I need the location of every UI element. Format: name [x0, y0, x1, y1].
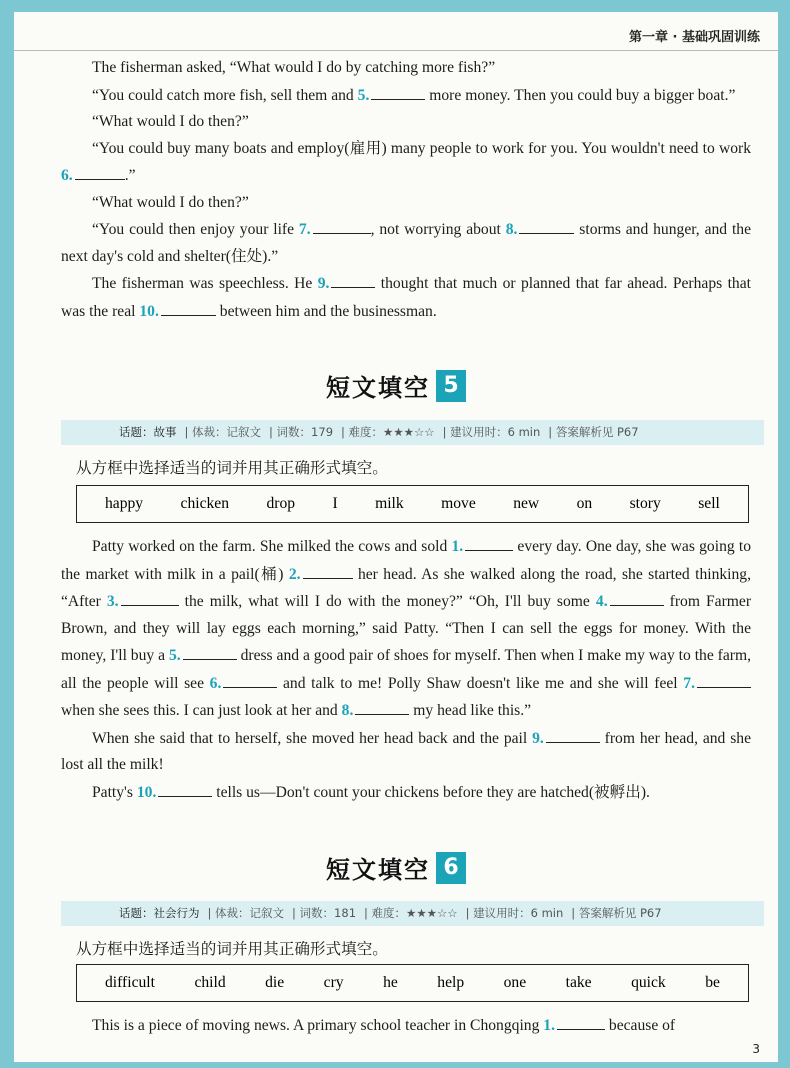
blank-2[interactable] [303, 561, 353, 579]
word-option: I [332, 495, 338, 512]
paragraph: The fisherman was speechless. He 9. thought that much or planned that far ahead. Perhaps that was the real 10. between him and the businessman. [61, 270, 751, 325]
paragraph: Patty's 10. tells us—Don't count your chickens before they are hatched(被孵出). [61, 779, 751, 807]
word-option: milk [375, 495, 404, 512]
paragraph: When she said that to herself, she moved her head back and the pail 9. from her head, and she lost all the milk! [61, 725, 751, 779]
word-option: drop [266, 495, 296, 512]
section-6-title: 短文填空 6 [14, 850, 778, 885]
passage-6 [61, 1012, 751, 1040]
word-option: quick [631, 974, 666, 991]
blank-8[interactable] [355, 697, 409, 715]
textbook-page [14, 12, 778, 1062]
blank-5[interactable] [371, 82, 425, 100]
word-option: die [265, 974, 285, 991]
word-option: sell [698, 495, 720, 512]
blank-1[interactable] [557, 1012, 605, 1030]
paragraph: This is a piece of moving news. A primary school teacher in Chongqing 1. because of [61, 1012, 751, 1040]
blank-7[interactable] [697, 670, 751, 688]
blank-4[interactable] [610, 588, 664, 606]
word-option: take [565, 974, 592, 991]
word-option: story [629, 495, 661, 512]
word-option: move [441, 495, 476, 512]
blank-9[interactable] [331, 270, 375, 288]
word-option: happy [105, 495, 144, 512]
paragraph: “You could then enjoy your life 7. , not worrying about 8. storms and hunger, and the next day's cold and shelter(住处).” [61, 216, 751, 270]
header-rule [14, 50, 778, 51]
section-6-word-box [76, 964, 749, 1002]
paragraph: “What would I do then?” [92, 113, 249, 130]
word-option: child [194, 974, 226, 991]
word-option: difficult [105, 974, 155, 991]
blank-6[interactable] [75, 162, 125, 180]
word-option: new [513, 495, 540, 512]
blank-3[interactable] [121, 588, 179, 606]
paragraph: The fisherman asked, “What would I do by catching more fish?” [92, 59, 496, 76]
word-option: cry [323, 974, 344, 991]
section-5-instruction: 从方框中选择适当的词并用其正确形式填空。 [76, 460, 388, 477]
chapter-header: 第一章 · 基础巩固训练 [629, 30, 760, 45]
section-5-title: 短文填空 5 [14, 368, 778, 403]
section-6-info-band: 话题：社会行为 | 体裁：记叙文 | 词数：181 | 难度：★★★☆☆ | 建议用时：6 min | 答案解析见 P67 [61, 901, 764, 926]
blank-10[interactable] [161, 298, 216, 316]
blank-7[interactable] [313, 216, 371, 234]
page-number: 3 [752, 1042, 760, 1056]
section-6-instruction: 从方框中选择适当的词并用其正确形式填空。 [76, 941, 388, 958]
paragraph: “You could catch more fish, sell them and 5. more money. Then you could buy a bigger boat.” [61, 82, 751, 110]
word-option: be [705, 974, 720, 991]
blank-6[interactable] [223, 670, 277, 688]
blank-8[interactable] [519, 216, 574, 234]
paragraph: Patty worked on the farm. She milked the cows and sold 1. every day. One day, she was going to the market with milk in a pail(桶) 2. her head. As she walked along the road, she started thinking, “After 3. the milk, what will I do with the money?” “Oh, I'll buy some 4. from Farmer Brown, and they will lay eggs each morning,” said Patty. “Then I can sell the eggs for money. With the money, I'll buy a 5. dress and a good pair of shoes for myself. Then when I make my way to the farm, all the people will see 6. and talk to me! Polly Shaw doesn't like me and she will feel 7. when she sees this. I can just look at her and 8. my head like this.” [61, 533, 751, 725]
paragraph: “What would I do then?” [92, 193, 249, 211]
blank-9[interactable] [546, 725, 600, 743]
blank-1[interactable] [465, 533, 513, 551]
passage-5 [61, 533, 751, 806]
passage-4-continued [61, 55, 751, 325]
blank-5[interactable] [183, 642, 237, 660]
word-option: he [383, 974, 398, 991]
blank-10[interactable] [158, 779, 212, 797]
section-5-info-band: 话题：故事 | 体裁：记叙文 | 词数：179 | 难度：★★★☆☆ | 建议用时：6 min | 答案解析见 P67 [61, 420, 764, 445]
word-option: one [503, 974, 527, 991]
word-option: help [437, 974, 465, 991]
section-5-word-box [76, 485, 749, 523]
paragraph: “You could buy many boats and employ(雇用) many people to work for you. You wouldn't need to work 6. .” [61, 139, 751, 184]
word-option: on [576, 495, 593, 512]
word-option: chicken [180, 495, 230, 512]
